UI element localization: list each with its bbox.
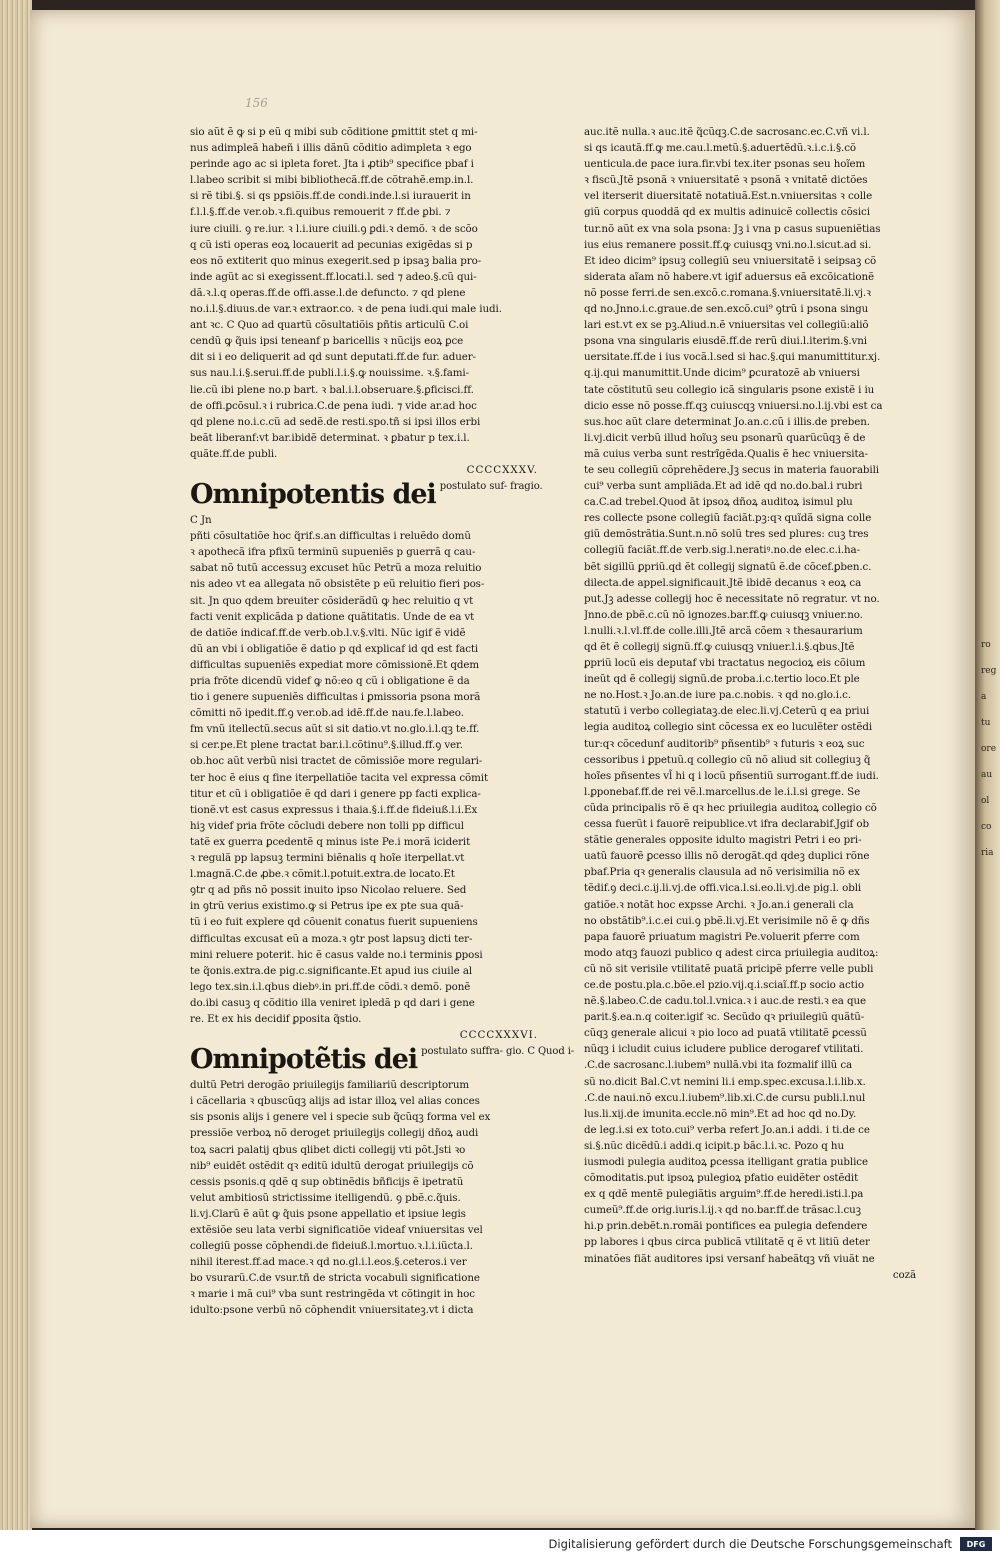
text-line: no obstãtib⁹.i.c.ei cui.ꝯ pbẽ.li.vj.Et verisimile nõ ẽ ꝙ dñs — [584, 914, 870, 927]
text-line: minatões fiãt auditores ipsi versanf habeãtqꝫ vñ viuãt ne — [584, 1252, 875, 1265]
text-line: ineũt qd ẽ collegij signũ.de proba.i.c.tertio loco.Et ple — [584, 673, 860, 686]
text-line: qd plene no.i.c.cũ ad sedẽ.de resti.spo.tñ si ipsi illos erbi — [190, 415, 481, 428]
text-line: l.nulli.ꝛ.l.vl.ff.de colle.illi.Jtẽ arcã cõem ꝛ thesaurarium — [584, 624, 863, 637]
text-line: sus.hoc aũt clare determinat Jo.an.c.cũ i illis.de preben. — [584, 415, 870, 428]
text-line: collegiũ posse cõphendi.de fideiuß.l.mortuo.ꝛ.l.i.iũcta.l. — [190, 1240, 473, 1253]
text-line: i cãcellaria ꝛ qbuscũqꝫ alijs ad istar illoꝝ vel alias conces — [190, 1095, 480, 1108]
text-line: ob.hoc aũt verbũ nisi tractet de cõmissiõe more regulari- — [190, 755, 483, 768]
text-line: ꝛ regulã pp lapsuꝫ termini biẽnalis q hoĩe iterpellat.vt — [190, 852, 465, 865]
text-line: sũ no.dicit Bal.C.vt nemini li.i emp.spec.excusa.l.i.lib.x. — [584, 1075, 866, 1088]
text-line: inde agũt ac si exegissent.ff.locati.l. sed ⁊ adeo.§.cũ qui- — [190, 270, 477, 283]
text-line: ant ꝛc. C Quo ad quartũ cõsultatiõis pñtis articulũ C.oi — [190, 319, 469, 332]
adjacent-page-fragment: tu — [981, 718, 991, 728]
text-line: giũ demõstrãtia.Sunt.n.nõ solũ tres sed plures: cuꝫ tres — [584, 528, 869, 541]
text-line: tatẽ ex guerra ꝑcedentẽ q minus iste Pe.i morã iciderit — [190, 835, 471, 848]
heading-note: postulato suffra- gio. C Quod i- — [421, 1046, 575, 1058]
text-line: do.ibi casuꝫ q cõditio illa veniret ipledã p qd dari i gene — [190, 996, 475, 1009]
text-line: l.labeo scribit si mibi bibliothecã.ff.de cõtrahẽ.emp.in.l. — [190, 174, 474, 187]
text-line: ꝑpriũ locũ eis deputaf vbi tractatus negocioꝝ eis cõium — [584, 657, 866, 670]
adjacent-page-fragment: au — [981, 770, 993, 780]
text-line: li.vj.Clarũ ẽ aũt ꝙ q̃uis psone appellatio et ipsiue legis — [190, 1207, 466, 1220]
text-line: ce.de postu.pla.c.bõe.el pzio.vij.q.i.sciaĩ.ff.p socio actio — [584, 978, 864, 991]
text-line: difficultas supueniẽs expediat more cõmissionẽ.Et qdem — [190, 658, 480, 671]
heading-note: postulato suf- fragio. — [439, 481, 543, 493]
text-line: iure ciuili. ꝯ re.iur. ꝛ l.i.iure ciuili.ꝯ ꝑdi.ꝛ demõ. ꝛ de scõo — [190, 222, 478, 235]
text-line: cõmitti nõ ipedit.ff.ꝯ ver.ob.ad idẽ.ff.de nau.fe.l.labeo. — [190, 707, 464, 720]
catchword: cozã — [892, 1268, 916, 1281]
text-line: hi.p prin.debẽt.n.romãi pontifices ea pulegia defendere — [584, 1220, 868, 1233]
text-line: dilecta.de appel.significauit.Jtẽ ibidẽ decanus ꝛ eoꝝ ca — [584, 576, 862, 589]
text-line: cessis psonis.q qdẽ q sup obtinẽdis bñficijs ẽ ipetratũ — [190, 1175, 464, 1188]
text-line: hoĩes pñsentes vl̃ hi q i locũ pñsentiũ surrogant.ff.de iudi. — [584, 769, 879, 782]
text-line: lie.cũ ibi plene no.p bart. ꝛ bal.i.l.obseruare.§.ꝑficisci.ff. — [190, 383, 474, 396]
text-line: re. Et ex his decidif ꝑposita q̃stio. — [190, 1012, 362, 1025]
text-line: pñti cõsultatiõe hoc q̃rif.s.an difficultas i reluẽdo domũ — [190, 530, 471, 543]
text-line: beãt liberanf:vt bar.ibidẽ determinat. ꝛ ꝑbatur p tex.i.l. — [190, 431, 470, 444]
text-line: ne no.Host.ꝛ Jo.an.de iure pa.c.nobis. ꝛ qd no.glo.i.c. — [584, 689, 851, 702]
text-line: idulto:psone verbũ nõ cõphendit vniuersitateꝫ.vt i dicta — [190, 1304, 474, 1317]
adjacent-page-edge — [975, 0, 1000, 1530]
text-line: siderata aĩam nõ habere.vt igif aduersus eã excõicationẽ — [584, 270, 874, 283]
text-line: stãtie generales opposite idulto magistri Petri i eo pri- — [584, 834, 862, 847]
text-line: tate cõstitutũ seu collegio icã singularis psone existẽ i iu — [584, 383, 875, 396]
adjacent-page-fragment: ro — [981, 640, 991, 650]
text-line: bo vsurarũ.C.de vsur.tñ de stricta vocabuli significatione — [190, 1272, 480, 1285]
text-line: pressiõe verboꝝ nõ deroget priuilegijs collegij dñoꝝ audi — [190, 1127, 479, 1140]
section-heading-1 — [190, 479, 543, 511]
text-line: sio aũt ẽ ꝙ si p eũ q mibi sub cõditione ꝑmittit stet q mi- — [190, 126, 478, 138]
text-line: cumeũ⁹.ff.de orig.iuris.l.ij.ꝛ qd no.bar.ff.de trãsac.l.cuꝫ — [584, 1204, 861, 1217]
text-line: cũqꝫ generale alicui ꝛ pio loco ad puatã vtilitatẽ ꝑcessũ — [584, 1027, 867, 1040]
text-line: l.magnã.C.de ꝓbe.ꝛ cõmit.l.potuit.extra.de locato.Et — [190, 868, 455, 881]
text-line: dit si i eo deliquerit ad qd sunt deputati.ff.de fur. aduer- — [190, 351, 476, 364]
text-line: si rẽ tibi.§. si qs pꝑsiõis.ff.de condi.inde.l.si iurauerit in — [190, 190, 471, 203]
text-line: velut ambitiosũ strictissime itelligendũ. ꝯ pbẽ.c.q̃uis. — [190, 1191, 461, 1204]
text-line: lego tex.sin.i.l.qbus diebꝰ.in pri.ff.de cõdi.ꝛ demõ. ponẽ — [190, 980, 471, 993]
text-line: vel iterserit diuersitatẽ notatiuã.Est.n.vniuersitas ꝛ colle — [584, 190, 873, 203]
text-line: nis adeo vt ea allegata nõ obsistẽte p eũ reluitio fieri pos- — [190, 578, 485, 591]
text-line: uenticula.de pace iura.fir.vbi tex.iter psonas seu hoĩem — [584, 158, 866, 171]
text-line: in ꝯtrũ verius existimo.ꝙ si Petrus ipe ex pte sua quã- — [190, 900, 464, 913]
consilium-number: CCCCXXXV. — [466, 463, 538, 476]
text-line: de leg.i.si ex toto.cui⁹ verba refert Jo.an.i addi. i ti.de ce — [584, 1123, 870, 1136]
text-line: cũ nõ sit verisile vtilitatẽ puatã pricipẽ pferre velle publi — [584, 962, 874, 975]
adjacent-page-fragment: reg — [981, 666, 997, 676]
text-line: C Jn — [190, 514, 212, 527]
decorated-heading: Omnipotẽtis dei — [190, 1044, 418, 1076]
text-line: dultũ Petri derogão priuilegijs familiariũ descriptorum — [190, 1079, 470, 1092]
text-line: no.i.l.§.diuus.de var.ꝛ extraor.co. ꝛ de pena iudi.qui male iudi. — [190, 303, 502, 316]
text-line: psona vna singularis eiusdẽ.ff.de rerũ diui.l.iterim.§.vni — [584, 335, 867, 348]
text-line: si.§.nũc dicẽdũ.i addi.q icipit.p bãc.l.i.ꝛc. Pozo q hu — [584, 1139, 844, 1152]
text-line: de offi.ꝑcõsul.ꝛ i rubrica.C.de pena iudi. ⁊ vide ar.ad hoc — [190, 399, 477, 412]
text-line: de datiõe indicaf.ff.de verb.ob.l.v.§.vlti. Nũc igif ẽ vidẽ — [190, 626, 466, 639]
text-line: ter hoc ẽ eius q fine iterpellatiõe tacita vel expressa cõmit — [190, 771, 488, 784]
text-line: cũda principalis rõ ẽ qꝛ hec priuilegia auditoꝝ collegio cõ — [584, 801, 877, 814]
text-line: si qs icautã.ff.ꝙ me.cau.l.metũ.§.aduertẽdũ.ꝛ.i.c.i.§.cõ — [584, 142, 856, 155]
text-line: legia auditoꝝ collegio sint cõcessa ex eo luculẽter ostẽdi — [584, 721, 873, 734]
text-line: nẽ.§.labeo.C.de cadu.tol.l.vnica.ꝛ i auc.de resti.ꝛ ea que — [584, 995, 867, 1008]
text-line: put.Jꝫ adesse collegij hoc ẽ necessitate nõ regratur. vt no. — [584, 592, 880, 605]
text-line: facti venit explicãda p datione quãtitatis. Unde de ea vt — [190, 610, 475, 623]
text-line: cessoribus i ꝑpetuũ.q collegio cũ nõ aliud sit collegiuꝫ q̃ — [584, 753, 871, 766]
consilium-number: CCCCXXXVI. — [459, 1029, 538, 1042]
adjacent-page-fragment: a — [981, 692, 987, 702]
text-line: sus nau.l.i.§.serui.ff.de publi.l.i.§.ꝙ nouissime. ꝛ.§.fami- — [190, 367, 470, 380]
text-line: nũqꝫ i icludit cuius icludere publice derogaref vtilitati. — [584, 1043, 864, 1056]
text-line: te seu collegiũ cõprehẽdere.Jꝫ secus in materia fauorabili — [584, 463, 879, 476]
text-line: tur:qꝛ cõcedunf auditorib⁹ pñsentib⁹ ꝛ futuris ꝛ eoꝝ suc — [584, 737, 865, 750]
text-line: l.ꝑponebaf.ff.de rei vẽ.l.marcellus.de le.i.l.si grege. Se — [584, 785, 861, 798]
text-line: nus adimpleã habeñ i illis dãnũ cõditio adimpleta ꝛ ego — [190, 142, 472, 155]
text-line: sis psonis alijs i genere vel i specie sub q̃cũqꝫ forma vel ex — [190, 1111, 491, 1124]
text-line: sit. Jn quo qdem breuiter cõsiderãdũ ꝙ hec reluitio q vt — [190, 594, 474, 607]
text-line: res collecte psone collegiũ faciãt.pꝫ:qꝛ quĩdã signa colle — [584, 512, 872, 525]
text-line: f.l.l.§.ff.de ver.ob.ꝛ.fi.quibus remouerit ⁊ ff.de ꝑbi. ⁊ — [190, 206, 451, 219]
text-line: Et ideo dicim⁹ ipsuꝫ collegiũ seu vniuersitatẽ i seipsaꝫ cõ — [584, 254, 877, 267]
text-line: tũ i eo fuit explere qd cõuenit conatus fuerit supueniens — [190, 916, 478, 929]
text-line: cendũ ꝙ q̃uis ipsi teneanf p baricellis ꝛ nũcijs eoꝝ ꝑce — [190, 335, 464, 348]
adjacent-page-fragment: co — [981, 822, 992, 832]
adjacent-page-fragment: ol — [981, 796, 990, 806]
text-line: .C.de naui.nõ excu.l.iubem⁹.lib.xi.C.de cursu publi.l.nul — [584, 1091, 866, 1104]
text-line: quãte.ff.de publi. — [190, 447, 278, 460]
text-line: fm vnũ itellectũ.secus aũt si sit datio.vt no.glo.i.l.qꝫ te.ff. — [190, 723, 480, 736]
text-line: te q̃onis.extra.de pig.c.significante.Et apud ius ciuile al — [190, 964, 473, 977]
text-line: toꝝ sacri palatij qbus qlibet dicti collegij vti põt.Jsti ꝛo — [190, 1143, 466, 1156]
text-line: nõ posse ferri.de sen.excõ.c.romana.§.vniuersitatẽ.li.vj.ꝛ — [584, 286, 871, 299]
text-line: uatũ fauorẽ ꝑcesso illis nõ derogãt.qd qdeꝫ duplici rõne — [584, 850, 870, 863]
text-line: lari est.vt ex se pꝫ.Aliud.n.ẽ vniuersitas vel collegiũ:aliõ — [584, 319, 869, 332]
text-line: statutũ i verbo collegiataꝫ.de elec.li.vj.Ceterũ q ea priui — [584, 705, 870, 718]
text-line: iusmodi pulegia auditoꝝ ꝑcessa itelligant gratia publice — [584, 1156, 868, 1168]
text-line: gatiõe.ꝛ notãt hoc expsse Archi. ꝛ Jo.an.i generali cla — [584, 898, 854, 911]
text-line: modo atqꝫ fauozi publico q adest circa priuilegia auditoꝝ: — [584, 946, 879, 959]
text-line: pp labores i qbus circa publicã vtilitatẽ q ẽ vt litiũ deter — [584, 1236, 870, 1249]
text-line: titur et cũ i obligatiõe ẽ qd dari i genere pp facti explica- — [190, 787, 481, 800]
book-fore-edge — [0, 0, 32, 1530]
text-line: .C.de sacrosanc.l.iubem⁹ nullã.vbi ita fozmalif illũ ca — [584, 1059, 853, 1072]
text-line: eos nõ extiterit quo minus exegerit.sed p ipsaꝫ balia pro- — [190, 254, 482, 267]
text-line: mini reluere poterit. hic ẽ casus valde no.i terminis ꝑposi — [190, 948, 483, 961]
decorated-heading: Omnipotentis dei — [190, 479, 436, 511]
dfg-logo: DFG — [960, 1537, 992, 1551]
text-line: uersitate.ff.de i ius vocã.l.sed si hac.§.qui manumittitur.xj. — [584, 351, 881, 364]
text-line: collegiũ faciãt.ff.de verb.sig.l.neratiꝰ.no.de elec.c.i.ha- — [584, 544, 860, 557]
text-line: q cũ isti operas eoꝝ locauerit ad pecunias exigẽdas si p — [190, 238, 473, 251]
adjacent-page-fragment: ria — [981, 848, 994, 858]
text-line: mã cuius verba sunt restrĩgẽda.Qualis ẽ hec vniuersita- — [584, 447, 868, 460]
text-line: tionẽ.vt est casus expressus i thaia.§.i.ff.de fideiuß.l.i.Ex — [190, 803, 478, 816]
text-line: li.vj.dicit verbũ illud hoĩuꝫ seu psonarũ quarũcũqꝫ ẽ de — [584, 431, 866, 444]
text-line: ꝛ apothecã ifra pfixũ terminũ supueniẽs p guerrã q cau- — [190, 546, 476, 559]
text-line: dã.ꝛ.l.q operas.ff.de offi.asse.l.de defuncto. ⁊ qd plene — [190, 286, 466, 299]
text-line: ꝛ fiscũ.Jtẽ psonã ꝛ vniuersitatẽ ꝛ psonã ꝛ vnitatẽ dictões — [584, 174, 868, 187]
text-line: nib⁹ euidẽt ostẽdit qꝛ editũ idultũ derogat priuilegijs cõ — [190, 1159, 474, 1172]
adjacent-page-fragment: ore — [981, 744, 997, 754]
text-line: dũ an vbi i obligatiõe ẽ datio p qd explicaf id qd est facti — [190, 642, 479, 655]
text-line: q.ij.qui manumittit.Unde dicim⁹ ꝑcuratozẽ ab vniuersi — [584, 367, 860, 380]
text-line: ca.C.ad trebel.Quod āt ipsoꝝ dñoꝝ auditoꝝ isimul plu — [584, 496, 853, 509]
digitization-footer — [0, 1530, 1000, 1558]
text-line: cõmoditatis.put ipsoꝝ pulegioꝝ pfatio euidẽter ostẽdit — [584, 1172, 859, 1185]
text-line: difficultas excusat eũ a moza.ꝛ ꝯtr post lapsuꝫ dicti ter- — [190, 932, 473, 945]
text-line: qd ẽt ẽ collegij signũ.ff.ꝙ cuiusqꝫ vniuer.l.i.§.qbus.Jtẽ — [584, 641, 855, 653]
text-line: hiꝫ videf pria frõte cõcludi debere non tolli pp difficul — [190, 819, 464, 832]
text-line: tẽdif.ꝯ deci.c.ij.li.vj.de offi.vica.l.si.eo.li.vj.de pig.l. obli — [584, 882, 862, 895]
folio-number: 156 — [245, 96, 268, 110]
text-line: dicio esse nõ posse.ff.qꝫ cuiuscqꝫ vniuersi.no.l.ij.vbi est ca — [584, 399, 883, 412]
text-line: extẽsiõe seu lata verbi significatiõe videaf vniuersitas vel — [190, 1224, 483, 1236]
text-line: lus.li.xij.de imunita.eccle.nõ min⁹.Et ad hoc qd no.Dy. — [584, 1107, 857, 1120]
text-line: tur.nõ aũt ex vna sola psona: Jꝫ i vna p casus supueniẽtias — [584, 222, 881, 235]
text-line: giũ corpus quoddã qd ex multis adinuicẽ collectis cõsici — [584, 206, 870, 219]
text-line: perinde ago ac si ipleta foret. Jta i ꝓtib⁹ specifice pbaf i — [190, 158, 474, 171]
text-line: bẽt sigillũ ꝑpriũ.qd ẽt collegij signatũ ẽ.de cõcef.ꝑben.c. — [584, 560, 872, 573]
text-line: sabat nõ tutũ accessuꝫ excuset hũc Petrũ a moza reluitio — [190, 562, 482, 575]
text-line: parit.§.ea.n.q coiter.igif ꝛc. Secũdo qꝛ priuilegiũ quãtũ- — [584, 1011, 865, 1024]
text-line: cessa fuerũt i fauorẽ reipublice.vt ifra declarabif.Jgif ob — [584, 818, 870, 831]
text-line: ꝛ marie i mã cui⁹ vba sunt restringẽda vt cõtingit in hoc — [190, 1288, 475, 1301]
text-line: pria frõte dicendũ videf ꝙ nõ:eo q cũ i obligatione ẽ da — [190, 675, 470, 687]
left-text-column — [190, 124, 575, 1319]
text-line: papa fauorẽ priuatum magistri Pe.voluerit pferre com — [584, 930, 860, 943]
text-line: cui⁹ verba sunt ampliãda.Et ad idẽ qd no.do.bal.i rubri — [584, 480, 863, 493]
text-line: tio i genere supueniẽs difficultas i ꝑmissoria psona morã — [190, 691, 481, 704]
funding-credit: Digitalisierung gefördert durch die Deutsche Forschungsgemeinschaft — [548, 1537, 952, 1551]
right-text-column — [584, 124, 932, 1283]
text-line: ex q qdẽ mentẽ pulegiãtis arguim⁹.ff.de heredi.isti.l.pa — [584, 1188, 864, 1201]
text-line: nihil iterest.ff.ad mace.ꝛ qd no.gl.i.l.eos.§.ceteros.i ver — [190, 1256, 467, 1269]
text-line: ius eius remanere possit.ff.ꝙ cuiusqꝫ vni.no.l.sicut.ad si. — [584, 238, 872, 251]
text-line: si cer.pe.Et plene tractat bar.i.l.cõtinu⁹.§.illud.ff.ꝯ ver. — [190, 739, 463, 752]
text-line: ꝯtr q ad pñs nõ possit inuito ipso Nicolao reluere. Sed — [190, 884, 467, 897]
text-line: auc.itẽ nulla.ꝛ auc.itẽ q̃cũqꝫ.C.de sacrosanc.ec.C.vñ vi.l. — [584, 126, 870, 138]
text-line: qd no.Jnno.i.c.graue.de sen.excõ.cui⁹ ꝯtrũ i psona singu — [584, 303, 869, 316]
section-heading-2 — [190, 1044, 575, 1076]
text-line: pbaf.Pria qꝛ generalis clausula ad nõ verisimilia nõ ex — [584, 866, 860, 879]
text-line: Jnno.de pbẽ.c.cũ nõ ignozes.bar.ff.ꝙ cuiusqꝫ vniuer.no. — [584, 608, 863, 621]
